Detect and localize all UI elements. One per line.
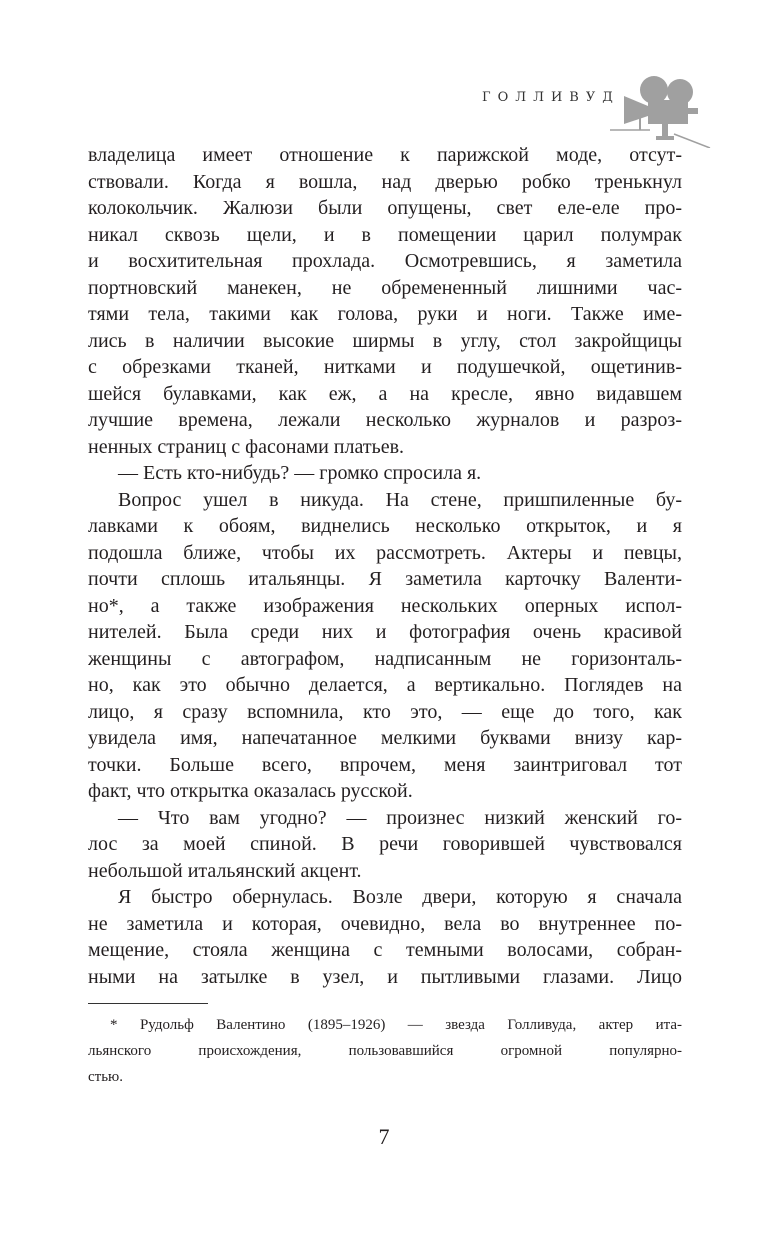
main-text	[88, 142, 682, 990]
text-line: лучшие времена, лежали несколько журналов и разроз-	[88, 409, 682, 431]
text-line: ненных страниц с фасонами платьев.	[88, 435, 405, 458]
text-line: лицо, я сразу вспомнила, кто это, — еще до того, как	[88, 700, 682, 723]
text-line: женщины с автографом, надписанным не горизонталь-	[88, 647, 682, 670]
text-line: не заметила и которая, очевидно, вела во внутреннее по-	[88, 912, 682, 935]
text-line: но*, а также изображения нескольких оперных испол-	[88, 594, 682, 617]
text-line: никал сквозь щели, и в помещении царил полумрак	[88, 223, 682, 246]
text-line: ными на затылке в узел, и пытливыми глазами. Лицо	[88, 965, 682, 988]
text-line: с обрезками тканей, нитками и подушечкой, ощетинив-	[88, 356, 682, 378]
text-line: увидела имя, напечатанное мелкими буквами внизу кар-	[88, 727, 682, 749]
text-line: стью.	[88, 1069, 124, 1085]
text-line: но, как это обычно делается, а вертикально. Поглядев на	[88, 674, 682, 696]
text-line: — Есть кто-нибудь? — громко спросила я.	[118, 462, 482, 484]
text-line: факт, что открытка оказалась русской.	[88, 780, 413, 802]
text-line: Я быстро обернулась. Возле двери, которую я сначала	[118, 886, 682, 908]
text-line: подошла ближе, чтобы их рассмотреть. Актеры и певцы,	[88, 541, 682, 564]
text-line: колокольчик. Жалюзи были опущены, свет еле-еле про-	[88, 197, 682, 219]
text-line: — Что вам угодно? — произнес низкий женский го-	[118, 806, 682, 829]
text-line: мещение, стояла женщина с темными волосами, собран-	[88, 939, 682, 961]
text-line: ствовали. Когда я вошла, над дверью робко тренькнул	[88, 170, 682, 193]
text-line: * Рудольф Валентино (1895–1926) — звезда Голливуда, актер ита-	[110, 1017, 682, 1033]
page-number: 7	[378, 1124, 390, 1149]
text-line: владелица имеет отношение к парижской моде, отсут-	[88, 144, 682, 166]
text-line: портновский манекен, не обремененный лишними час-	[88, 276, 682, 299]
text-line: льянского происхождения, пользовавшийся огромной популярно-	[88, 1043, 682, 1059]
text-line: лавками к обоям, виднелись несколько открыток, и я	[88, 515, 682, 537]
text-line: небольшой итальянский акцент.	[88, 859, 362, 882]
text-line: точки. Больше всего, впрочем, меня заинтриговал тот	[88, 753, 682, 776]
text-line: лос за моей спиной. В речи говорившей чувствовался	[88, 833, 682, 855]
film-camera-icon	[610, 68, 720, 148]
text-line: тями тела, такими как голова, руки и ноги. Также име-	[88, 303, 682, 325]
footnote	[88, 1012, 682, 1090]
text-line: шейся булавками, как еж, а на кресле, явно видавшем	[88, 382, 682, 405]
running-header: ГОЛЛИВУД	[482, 90, 620, 105]
text-line: Вопрос ушел в никуда. На стене, пришпиленные бу-	[118, 488, 682, 511]
text-line: нителей. Была среди них и фотография очень красивой	[88, 621, 682, 643]
text-line: и восхитительная прохлада. Осмотревшись, я заметила	[88, 250, 682, 272]
text-line: почти сплошь итальянцы. Я заметила карточку Валенти-	[88, 568, 682, 590]
text-line: лись в наличии высокие ширмы в углу, стол закройщицы	[88, 329, 682, 352]
footnote-divider	[88, 1003, 208, 1004]
